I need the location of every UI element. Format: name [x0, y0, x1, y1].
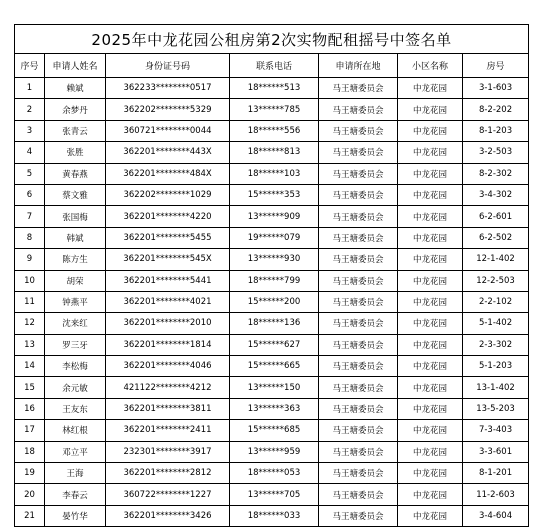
- cell-room-number: 5-1-402: [463, 313, 529, 334]
- cell-application-location: 马王塘委员会: [319, 398, 398, 419]
- cell-index: 17: [15, 420, 45, 441]
- cell-id-number: 362201********5441: [106, 270, 230, 291]
- cell-application-location: 马王塘委员会: [319, 313, 398, 334]
- cell-phone: 18******136: [230, 313, 319, 334]
- cell-room-number: 6-2-601: [463, 206, 529, 227]
- table-row: [15, 270, 529, 291]
- cell-phone: 19******079: [230, 227, 319, 248]
- cell-index: 13: [15, 334, 45, 355]
- table-row: [15, 206, 529, 227]
- cell-application-location: 马王塘委员会: [319, 99, 398, 120]
- cell-phone: 13******909: [230, 206, 319, 227]
- cell-applicant-name: 蔡文雅: [45, 184, 106, 205]
- cell-phone: 18******556: [230, 120, 319, 141]
- cell-room-number: 3-4-604: [463, 505, 529, 526]
- cell-id-number: 232301********3917: [106, 441, 230, 462]
- cell-index: 19: [15, 463, 45, 484]
- cell-application-location: 马王塘委员会: [319, 505, 398, 526]
- cell-community-name: 中龙花园: [398, 206, 463, 227]
- cell-community-name: 中龙花园: [398, 484, 463, 505]
- cell-phone: 18******513: [230, 78, 319, 99]
- cell-applicant-name: 李春云: [45, 484, 106, 505]
- table-row: [15, 142, 529, 163]
- cell-community-name: 中龙花园: [398, 334, 463, 355]
- cell-applicant-name: 王友东: [45, 398, 106, 419]
- cell-applicant-name: 余梦丹: [45, 99, 106, 120]
- cell-community-name: 中龙花园: [398, 420, 463, 441]
- cell-index: 16: [15, 398, 45, 419]
- cell-id-number: 360721********0044: [106, 120, 230, 141]
- cell-applicant-name: 张胜: [45, 142, 106, 163]
- cell-phone: 18******053: [230, 463, 319, 484]
- cell-phone: 15******665: [230, 356, 319, 377]
- cell-room-number: 2-2-102: [463, 291, 529, 312]
- cell-index: 20: [15, 484, 45, 505]
- cell-application-location: 马王塘委员会: [319, 78, 398, 99]
- cell-application-location: 马王塘委员会: [319, 184, 398, 205]
- table-row: [15, 463, 529, 484]
- cell-room-number: 5-1-203: [463, 356, 529, 377]
- header-applicant-name: 申请人姓名: [45, 54, 106, 78]
- cell-id-number: 362201********5455: [106, 227, 230, 248]
- cell-room-number: 13-5-203: [463, 398, 529, 419]
- cell-id-number: 362201********4220: [106, 206, 230, 227]
- cell-room-number: 8-1-201: [463, 463, 529, 484]
- cell-phone: 15******353: [230, 184, 319, 205]
- table-row: [15, 356, 529, 377]
- title-row: [15, 25, 529, 54]
- cell-applicant-name: 罗三牙: [45, 334, 106, 355]
- table-row: [15, 441, 529, 462]
- cell-index: 6: [15, 184, 45, 205]
- cell-index: 3: [15, 120, 45, 141]
- cell-index: 12: [15, 313, 45, 334]
- cell-index: 4: [15, 142, 45, 163]
- cell-index: 10: [15, 270, 45, 291]
- cell-application-location: 马王塘委员会: [319, 120, 398, 141]
- cell-index: 2: [15, 99, 45, 120]
- cell-community-name: 中龙花园: [398, 249, 463, 270]
- cell-index: 8: [15, 227, 45, 248]
- header-phone: 联系电话: [230, 54, 319, 78]
- cell-community-name: 中龙花园: [398, 291, 463, 312]
- cell-phone: 13******705: [230, 484, 319, 505]
- cell-id-number: 362201********1814: [106, 334, 230, 355]
- cell-index: 11: [15, 291, 45, 312]
- header-application-location: 申请所在地: [319, 54, 398, 78]
- cell-room-number: 3-3-601: [463, 441, 529, 462]
- cell-room-number: 13-1-402: [463, 377, 529, 398]
- cell-room-number: 11-2-603: [463, 484, 529, 505]
- cell-id-number: 362201********3811: [106, 398, 230, 419]
- cell-id-number: 362201********2010: [106, 313, 230, 334]
- cell-applicant-name: 余元敏: [45, 377, 106, 398]
- cell-id-number: 362201********4021: [106, 291, 230, 312]
- cell-id-number: 362201********2411: [106, 420, 230, 441]
- cell-applicant-name: 李松梅: [45, 356, 106, 377]
- cell-applicant-name: 林红根: [45, 420, 106, 441]
- table-row: [15, 227, 529, 248]
- cell-phone: 15******627: [230, 334, 319, 355]
- table-row: [15, 120, 529, 141]
- cell-application-location: 马王塘委员会: [319, 142, 398, 163]
- cell-room-number: 3-4-302: [463, 184, 529, 205]
- cell-room-number: 12-1-402: [463, 249, 529, 270]
- cell-applicant-name: 张国梅: [45, 206, 106, 227]
- cell-application-location: 马王塘委员会: [319, 377, 398, 398]
- cell-applicant-name: 赖斌: [45, 78, 106, 99]
- cell-community-name: 中龙花园: [398, 163, 463, 184]
- cell-application-location: 马王塘委员会: [319, 441, 398, 462]
- cell-id-number: 362201********484X: [106, 163, 230, 184]
- header-id-number: 身份证号码: [106, 54, 230, 78]
- cell-application-location: 马王塘委员会: [319, 291, 398, 312]
- cell-room-number: 8-1-203: [463, 120, 529, 141]
- header-index: 序号: [15, 54, 45, 78]
- cell-id-number: 362202********1029: [106, 184, 230, 205]
- cell-room-number: 2-3-302: [463, 334, 529, 355]
- cell-id-number: 362201********545X: [106, 249, 230, 270]
- cell-phone: 13******363: [230, 398, 319, 419]
- cell-community-name: 中龙花园: [398, 78, 463, 99]
- cell-applicant-name: 晏竹华: [45, 505, 106, 526]
- table-row: [15, 99, 529, 120]
- cell-applicant-name: 王海: [45, 463, 106, 484]
- cell-id-number: 421122********4212: [106, 377, 230, 398]
- cell-phone: 18******799: [230, 270, 319, 291]
- table-row: [15, 505, 529, 526]
- cell-applicant-name: 陈方生: [45, 249, 106, 270]
- table-row: [15, 484, 529, 505]
- cell-application-location: 马王塘委员会: [319, 420, 398, 441]
- header-community-name: 小区名称: [398, 54, 463, 78]
- cell-index: 14: [15, 356, 45, 377]
- cell-phone: 18******813: [230, 142, 319, 163]
- table-row: [15, 313, 529, 334]
- page-title: 2025年中龙花园公租房第2次实物配租摇号中签名单: [15, 25, 529, 54]
- table-row: [15, 249, 529, 270]
- winners-table: [14, 24, 529, 527]
- cell-community-name: 中龙花园: [398, 142, 463, 163]
- table-row: [15, 420, 529, 441]
- cell-index: 21: [15, 505, 45, 526]
- cell-phone: 13******959: [230, 441, 319, 462]
- cell-id-number: 362201********4046: [106, 356, 230, 377]
- cell-phone: 18******103: [230, 163, 319, 184]
- cell-applicant-name: 沈来红: [45, 313, 106, 334]
- cell-community-name: 中龙花园: [398, 120, 463, 141]
- table-row: [15, 78, 529, 99]
- cell-index: 7: [15, 206, 45, 227]
- cell-id-number: 362201********3426: [106, 505, 230, 526]
- cell-id-number: 360722********1227: [106, 484, 230, 505]
- cell-application-location: 马王塘委员会: [319, 270, 398, 291]
- cell-application-location: 马王塘委员会: [319, 163, 398, 184]
- cell-phone: 18******033: [230, 505, 319, 526]
- cell-room-number: 12-2-503: [463, 270, 529, 291]
- cell-community-name: 中龙花园: [398, 463, 463, 484]
- cell-community-name: 中龙花园: [398, 227, 463, 248]
- cell-community-name: 中龙花园: [398, 398, 463, 419]
- table-row: [15, 291, 529, 312]
- cell-applicant-name: 邓立平: [45, 441, 106, 462]
- table-row: [15, 334, 529, 355]
- cell-room-number: 8-2-202: [463, 99, 529, 120]
- cell-id-number: 362201********443X: [106, 142, 230, 163]
- header-room-number: 房号: [463, 54, 529, 78]
- cell-community-name: 中龙花园: [398, 270, 463, 291]
- table-row: [15, 398, 529, 419]
- cell-id-number: 362202********5329: [106, 99, 230, 120]
- cell-community-name: 中龙花园: [398, 313, 463, 334]
- cell-application-location: 马王塘委员会: [319, 227, 398, 248]
- cell-application-location: 马王塘委员会: [319, 249, 398, 270]
- cell-community-name: 中龙花园: [398, 441, 463, 462]
- cell-index: 18: [15, 441, 45, 462]
- cell-index: 15: [15, 377, 45, 398]
- cell-index: 9: [15, 249, 45, 270]
- cell-room-number: 8-2-302: [463, 163, 529, 184]
- header-row: [15, 54, 529, 78]
- cell-applicant-name: 韩斌: [45, 227, 106, 248]
- cell-index: 5: [15, 163, 45, 184]
- table-row: [15, 377, 529, 398]
- table-row: [15, 184, 529, 205]
- cell-application-location: 马王塘委员会: [319, 356, 398, 377]
- cell-index: 1: [15, 78, 45, 99]
- cell-community-name: 中龙花园: [398, 356, 463, 377]
- cell-room-number: 3-1-603: [463, 78, 529, 99]
- cell-application-location: 马王塘委员会: [319, 206, 398, 227]
- cell-community-name: 中龙花园: [398, 377, 463, 398]
- cell-phone: 13******785: [230, 99, 319, 120]
- cell-applicant-name: 钟燕平: [45, 291, 106, 312]
- cell-room-number: 6-2-502: [463, 227, 529, 248]
- cell-community-name: 中龙花园: [398, 99, 463, 120]
- cell-applicant-name: 黄春燕: [45, 163, 106, 184]
- cell-id-number: 362201********2812: [106, 463, 230, 484]
- cell-phone: 13******930: [230, 249, 319, 270]
- cell-id-number: 362233********0517: [106, 78, 230, 99]
- cell-phone: 13******150: [230, 377, 319, 398]
- cell-application-location: 马王塘委员会: [319, 484, 398, 505]
- cell-application-location: 马王塘委员会: [319, 334, 398, 355]
- cell-applicant-name: 张青云: [45, 120, 106, 141]
- cell-phone: 15******200: [230, 291, 319, 312]
- cell-application-location: 马王塘委员会: [319, 463, 398, 484]
- cell-room-number: 3-2-503: [463, 142, 529, 163]
- lottery-result-sheet: [14, 24, 528, 527]
- cell-applicant-name: 胡荣: [45, 270, 106, 291]
- cell-room-number: 7-3-403: [463, 420, 529, 441]
- table-row: [15, 163, 529, 184]
- cell-community-name: 中龙花园: [398, 505, 463, 526]
- cell-phone: 15******685: [230, 420, 319, 441]
- cell-community-name: 中龙花园: [398, 184, 463, 205]
